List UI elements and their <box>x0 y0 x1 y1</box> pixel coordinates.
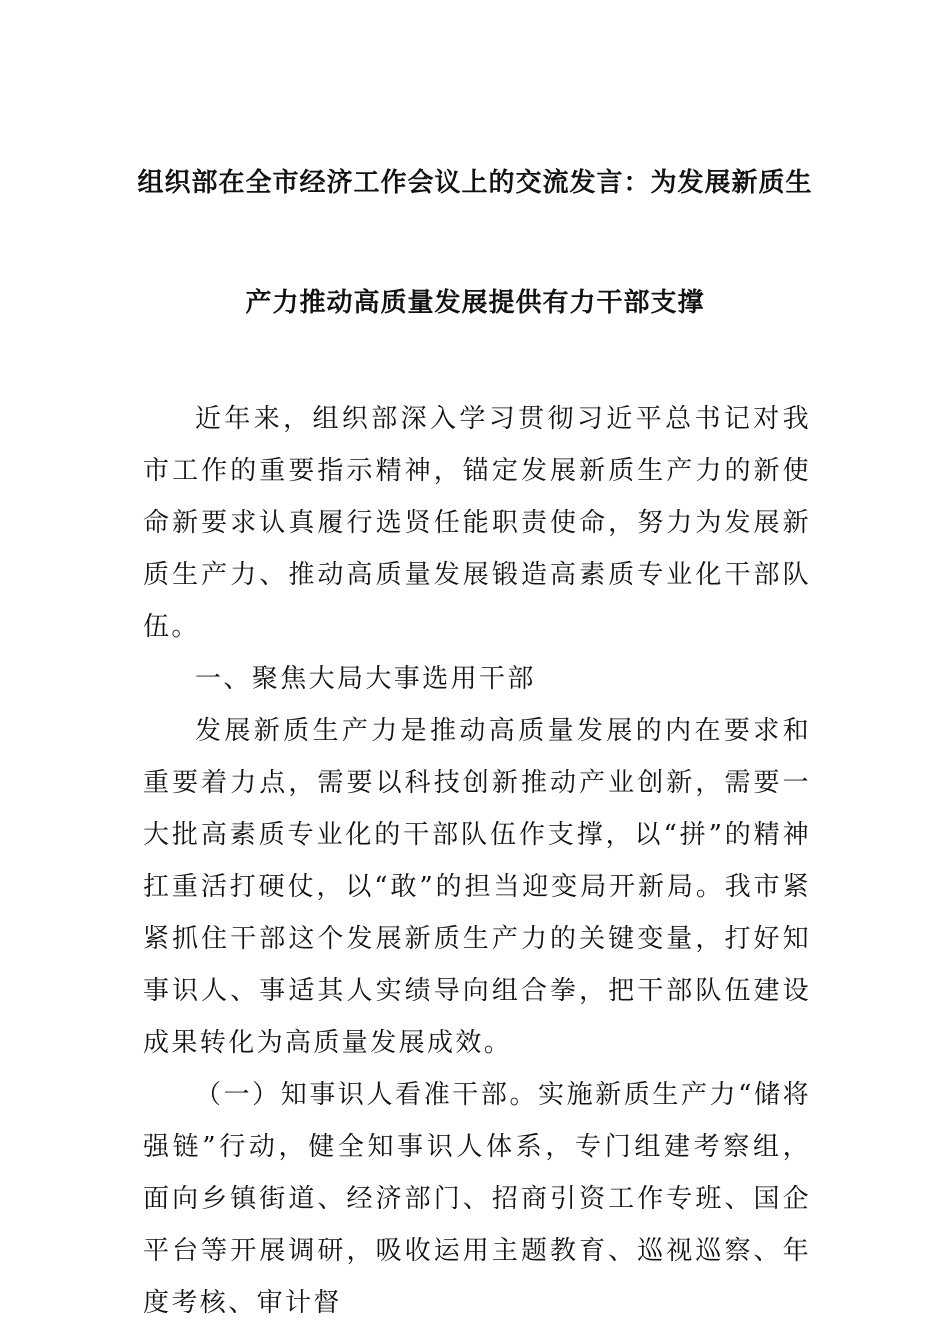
document-title-line-1: 组织部在全市经济工作会议上的交流发言：为发展新质生 <box>137 168 813 198</box>
document-title-line-2: 产力推动高质量发展提供有力干部支撑 <box>245 288 705 318</box>
paragraph-intro: 近年来，组织部深入学习贯彻习近平总书记对我市工作的重要指示精神，锚定发展新质生产力的新使命新要求认真履行选贤任能职责使命，努力为发展新质生产力、推动高质量发展锻造高素质专业化干部队伍。 <box>143 404 811 642</box>
section-heading-1: 一、聚焦大局大事选用干部 <box>195 664 536 694</box>
paragraph-section-1: 发展新质生产力是推动高质量发展的内在要求和重要着力点，需要以科技创新推动产业创新，需要一大批高素质专业化的干部队伍作支撑，以“拼”的精神扛重活打硬仗，以“敢”的担当迎变局开新局。我市紧紧抓住干部这个发展新质生产力的关键变量，打好知事识人、事适其人实绩导向组合拳，把干部队伍建设成果转化为高质量发展成效。 <box>143 716 811 1058</box>
document-body <box>143 393 811 1329</box>
paragraph-subsection-1: （一）知事识人看准干部。实施新质生产力“储将强链”行动，健全知事识人体系，专门组建考察组，面向乡镇街道、经济部门、招商引资工作专班、国企平台等开展调研，吸收运用主题教育、巡视巡察、年度考核、审计督 <box>143 1080 811 1318</box>
